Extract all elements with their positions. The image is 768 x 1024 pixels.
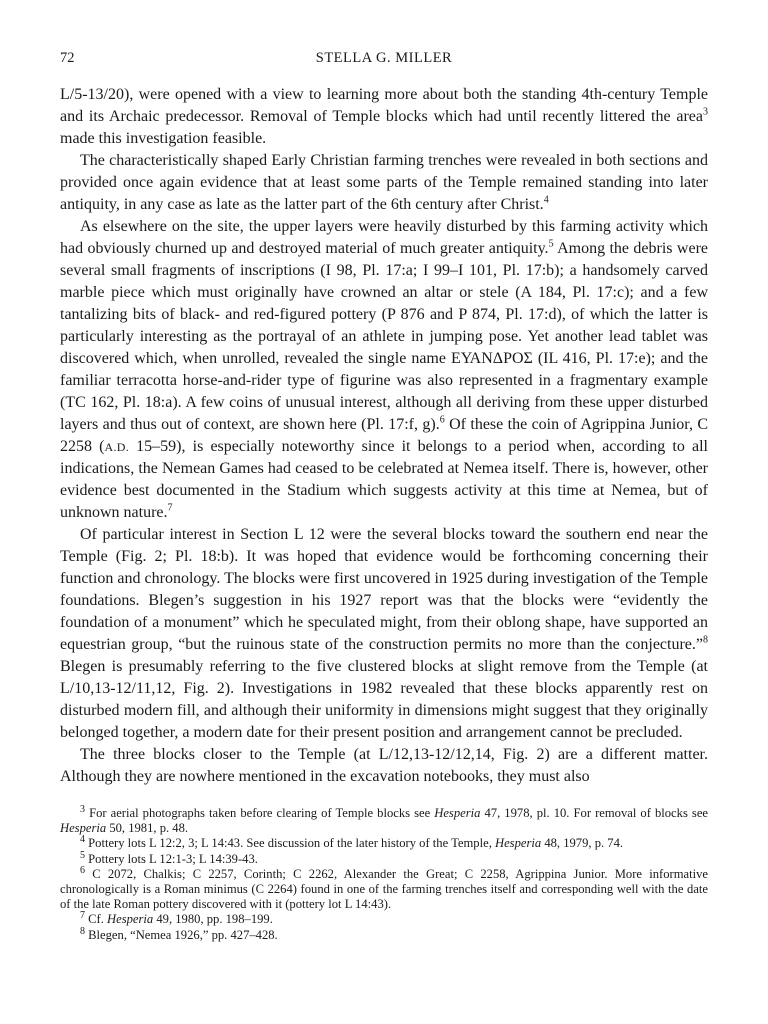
footnote-marker: 8 xyxy=(80,925,85,937)
paragraph-section-l12-blocks xyxy=(60,524,708,744)
paragraph-three-blocks xyxy=(60,744,708,788)
text-run: 48, 1979, p. 74. xyxy=(541,836,624,851)
footnote-4 xyxy=(60,836,708,851)
page-number: 72 xyxy=(60,50,75,66)
footnote-marker: 6 xyxy=(439,414,445,426)
text-run: 15–59), is especially noteworthy since it belongs to a period when, according to all indications, the Nemean Games had ceased to be celebrated at Nemea itself. There is, however, other evidence best documented in the Stadium which suggests activity at this time at Nemea, but of unknown nature. xyxy=(60,438,709,521)
text-run: As elsewhere on the site, the upper layers were heavily disturbed by this farming activity which had obviously churned up and destroyed material of much greater antiquity. xyxy=(60,218,708,257)
small-caps-era: A.D. xyxy=(104,440,130,454)
footnote-6 xyxy=(60,864,708,913)
footnote-marker: 6 xyxy=(80,864,85,876)
footnote-marker: 7 xyxy=(80,910,85,922)
footnote-5 xyxy=(60,849,708,867)
page xyxy=(60,50,708,943)
text-run: For aerial photographs taken before clearing of Temple blocks see xyxy=(85,806,435,820)
footnote-marker: 4 xyxy=(80,834,85,846)
footnote-marker: 5 xyxy=(548,238,554,250)
italic-title: Hesperia xyxy=(495,836,542,851)
text-run: Among the debris were several small fragments of inscriptions (I 98, Pl. 17:a; I 99–I 101, Pl. 17:b); a handsomely carved marble piece which must originally have crowned an altar or stele (A 184, Pl. 17:c); and a few tantalizing bits of black- and red-figured pottery (P 876 and P 874, Pl. 17:d), of which the latter is particularly interesting as the portrayal of an athlete in jumping pose. Yet another lead tablet was discovered which, when unrolled, revealed the single name ΕΥΑΝΔΡΟΣ (IL 416, Pl. 17:e); and the familiar terracotta horse-and-rider type of figurine was also represented in a fragmentary example (TC 162, Pl. 18:a). A few coins of unusual interest, although all deriving from these upper disturbed layers and thus out of context, are shown here (Pl. 17:f, g). xyxy=(60,240,708,433)
body-text xyxy=(60,84,708,788)
text-run: Blegen, “Nemea 1926,” pp. 427–428. xyxy=(85,927,278,942)
footnote-marker: 3 xyxy=(80,803,85,815)
text-run: Of particular interest in Section L 12 were the several blocks toward the southern end near the Temple (Fig. 2; Pl. 18:b). It was hoped that evidence would be forthcoming concerning their function and chronology. The blocks were first uncovered in 1925 during investigation of the Temple foundations. Blegen’s suggestion in his 1927 report was that the blocks were “evidently the foundation of a monument” which he speculated might, from their oblong shape, have supported an equestrian group, “but the ruinous state of the construction permits no more than the conjecture.” xyxy=(60,526,708,653)
italic-title: Hesperia xyxy=(60,821,107,836)
running-head: STELLA G. MILLER xyxy=(315,50,453,66)
footnote-marker: 7 xyxy=(167,502,173,514)
footnote-marker: 3 xyxy=(703,106,708,118)
page-header xyxy=(60,50,708,72)
text-run: made this investigation feasible. xyxy=(60,130,267,147)
italic-title: Hesperia xyxy=(107,912,154,927)
footnote-marker: 5 xyxy=(80,849,85,861)
text-run: Pottery lots L 12:1-3; L 14:39-43. xyxy=(85,851,258,866)
text-run: The characteristically shaped Early Christian farming trenches were revealed in both sections and provided once again evidence that at least some parts of the Temple remained standing into later antiquity, in any case as late as the latter part of the 6th century after Christ. xyxy=(60,152,708,213)
text-run: Pottery lots L 12:2, 3; L 14:43. See discussion of the later history of the Temple, xyxy=(85,836,495,851)
paragraph-farming-trenches xyxy=(60,150,708,216)
text-run: 47, 1978, pl. 10. For removal of blocks see xyxy=(480,806,708,820)
text-run: C 2072, Chalkis; C 2257, Corinth; C 2262, Alexander the Great; C 2258, Agrippina Junior. More informative chronologically is a Roman minimus (C 2264) found in one of the farming trenches itself and corresponding well with the date of the late Roman pottery discovered with it (pottery lot L 14:43). xyxy=(60,866,708,912)
text-run: Cf. xyxy=(85,912,108,927)
footnote-3 xyxy=(60,803,708,836)
footnote-7 xyxy=(60,912,708,927)
italic-title: Hesperia xyxy=(434,806,481,820)
text-run: L/5-13/20), were opened with a view to learning more about both the standing 4th-century Temple and its Archaic predecessor. Removal of Temple blocks which had until recently littered the area xyxy=(60,86,708,125)
footnotes xyxy=(60,803,708,943)
paragraph-upper-layers xyxy=(60,216,708,524)
text-run: 49, 1980, pp. 198–199. xyxy=(153,912,273,927)
text-run: 50, 1981, p. 48. xyxy=(106,821,189,836)
footnote-marker: 4 xyxy=(543,194,549,206)
text-run: Blegen is presumably referring to the five clustered blocks at slight remove from the Temple (at L/10,13-12/11,12, Fig. 2). Investigations in 1982 revealed that these blocks apparently rest on disturbed modern fill, and although their uniformity in dimensions might suggest that they originally belonged together, a modern date for their present position and arrangement cannot be precluded. xyxy=(60,658,708,741)
footnote-marker: 8 xyxy=(703,634,708,646)
text-run: Of these the coin of Agrippina Junior, C 2258 ( xyxy=(60,416,709,455)
footnote-8 xyxy=(60,925,708,943)
text-run: The three blocks closer to the Temple (at L/12,13-12/12,14, Fig. 2) are a different matter. Although they are nowhere mentioned in the excavation notebooks, they must also xyxy=(60,746,708,785)
paragraph-continued xyxy=(60,84,708,150)
